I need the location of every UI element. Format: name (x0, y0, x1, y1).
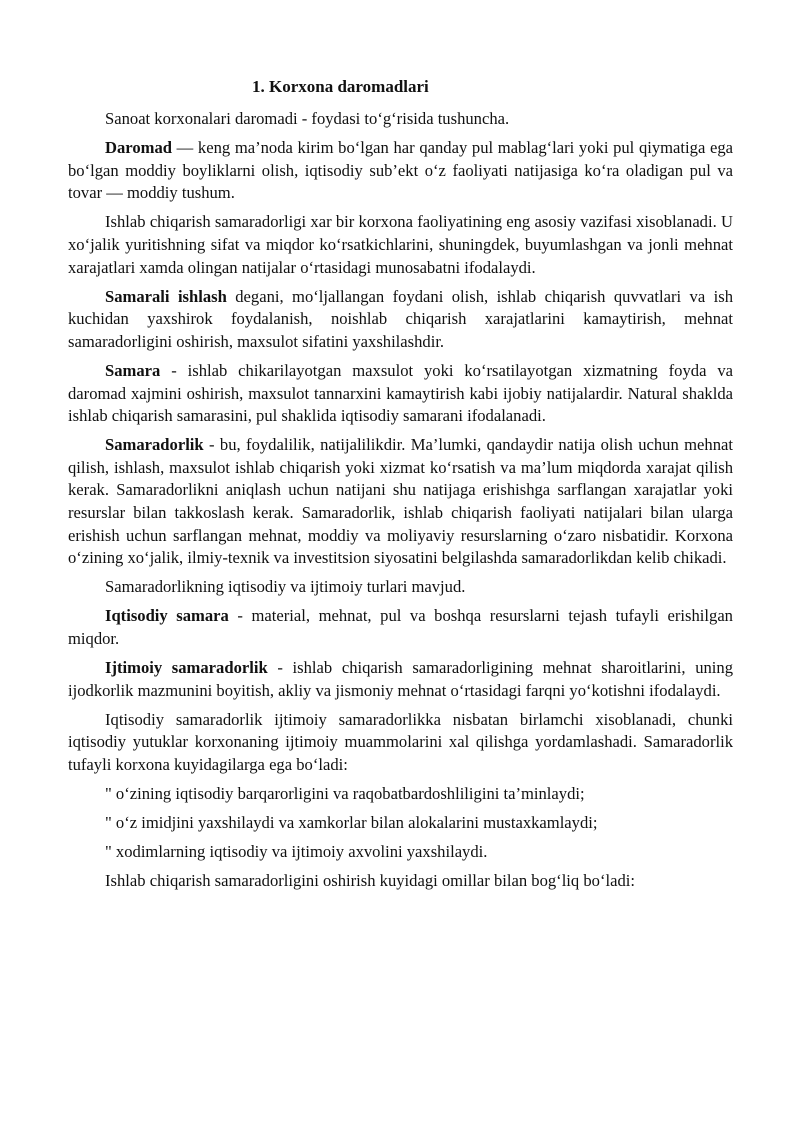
list-item (68, 841, 733, 864)
paragraph-text: - bu, foydalilik, natijalilikdir. Ma’lumki, qandaydir natija olish uchun mehnat qilish, ishlash, maxsulot ishlab chiqarish yoki xizmat ko‘rsatish va ma’lum miqdorda xarajat qilish kerak. Samaradorlikni aniqlash uchun natijani shu natijaga erishishga sarflangan xarajatlar yoki resurslar bilan takkoslash kerak. Samaradorlik, ishlab chiqarish faoliyati natijalari bilan ularga erishish uchun sarflangan mehnat, moddiy va moliyaviy resurslarning o‘zaro nisbatidir. Korxona o‘zining xo‘jalik, ilmiy-texnik va investitsion siyosatini belgilashda samaradorlikdan kelib chikadi. (68, 435, 733, 568)
paragraph-text: Ishlab chiqarish samaradorligini oshirish kuyidagi omillar bilan bog‘liq bo‘ladi: (105, 871, 635, 891)
section-heading: 1. Korxona daromadlari (252, 77, 429, 96)
paragraph-text: Iqtisodiy samaradorlik ijtimoiy samaradorlikka nisbatan birlamchi xisoblanadi, chunki iqtisodiy yutuklar korxonaning ijtimoiy muammolarini xal qilishga yordamlashadi. Samaradorlik tufayli korxona kuyidagilarga ega bo‘ladi: (68, 709, 733, 774)
list-item-text: " o‘zining iqtisodiy barqarorligini va raqobatbardoshliligini ta’minlaydi; (105, 784, 585, 804)
defined-term: Ijtimoiy samaradorlik (105, 658, 268, 678)
ijtimoiy-samaradorlik-paragraph (68, 657, 733, 702)
paragraph-text: - material, mehnat, pul va boshqa resurslarni tejash tufayli erishilgan miqdor. (68, 606, 733, 648)
list-item (68, 812, 733, 835)
samarali-ishlash-paragraph (68, 286, 733, 354)
turlari-paragraph (68, 576, 733, 599)
paragraph-text: Sanoat korxonalari daromadi - foydasi to‘g‘risida tushuncha. (105, 109, 510, 128)
paragraph-text: Ishlab chiqarish samaradorligi xar bir korxona faoliyatining eng asosiy vazifasi xisoblanadi. U xo‘jalik yuritishning sifat va miqdor ko‘rsatkichlarini, shuningdek, buyumlashgan va jonli mehnat xarajatlari xamda olingan natijalar o‘rtasidagi munosabatni ifodalaydi. (68, 212, 733, 277)
paragraph-text: - ishlab chiqarish samaradorligining mehnat sharoitlarini, uning ijodkorlik mazmunini boyitish, akliy va jismoniy mehnat o‘rtasidagi farqni yo‘kotishni ifodalaydi. (68, 658, 733, 700)
paragraph-text: degani, mo‘ljallangan foydani olish, ishlab chiqarish quvvatlari va ish kuchidan yaxshirok foydalanish, noishlab chiqarish xarajatlarini kamaytirish, mehnat samaradorligini oshirish, maxsulot sifatini yaxshilashdir. (68, 286, 733, 351)
document-page (68, 74, 733, 899)
list-item-text: " o‘z imidjini yaxshilaydi va xamkorlar bilan alokalarini mustaxkamlaydi; (105, 813, 598, 833)
paragraph-text: — keng ma’noda kirim bo‘lgan har qanday pul mablag‘lari yoki pul qiymatiga ega bo‘lgan moddiy boyliklarni olish, iqtisodiy sub’ekt o‘z faoliyati natijasiga ko‘ra oladigan pul va tovar — moddiy tushum. (68, 138, 733, 203)
defined-term: Iqtisodiy samara (105, 606, 229, 626)
paragraph-text: Samaradorlikning iqtisodiy va ijtimoiy turlari mavjud. (105, 577, 466, 597)
samaradorlik-paragraph (68, 434, 733, 570)
defined-term: Daromad (105, 138, 172, 158)
daromad-definition-paragraph (68, 137, 733, 205)
defined-term: Samaradorlik (105, 435, 204, 455)
paragraph-text: - ishlab chikarilayotgan maxsulot yoki ko‘rsatilayotgan xizmatning foyda va daromad xajmini oshirish, maxsulot tannarxini kamaytirish kabi ijobiy natijalardir. Natural shaklda ishlab chiqarish samarasini, pul shaklida iqtisodiy samarani ifodalanadi. (68, 360, 733, 426)
samara-paragraph (68, 360, 733, 428)
list-item-text: " xodimlarning iqtisodiy va ijtimoiy axvolini yaxshilaydi. (105, 842, 488, 862)
omillar-paragraph (68, 870, 733, 893)
defined-term: Samarali ishlash (105, 286, 227, 306)
intro-paragraph (68, 108, 733, 131)
iqtisodiy-samara-paragraph (68, 605, 733, 650)
birlamchi-paragraph (68, 709, 733, 777)
samaradorlik-intro-paragraph (68, 211, 733, 279)
list-item (68, 783, 733, 806)
defined-term: Samara (105, 360, 161, 380)
